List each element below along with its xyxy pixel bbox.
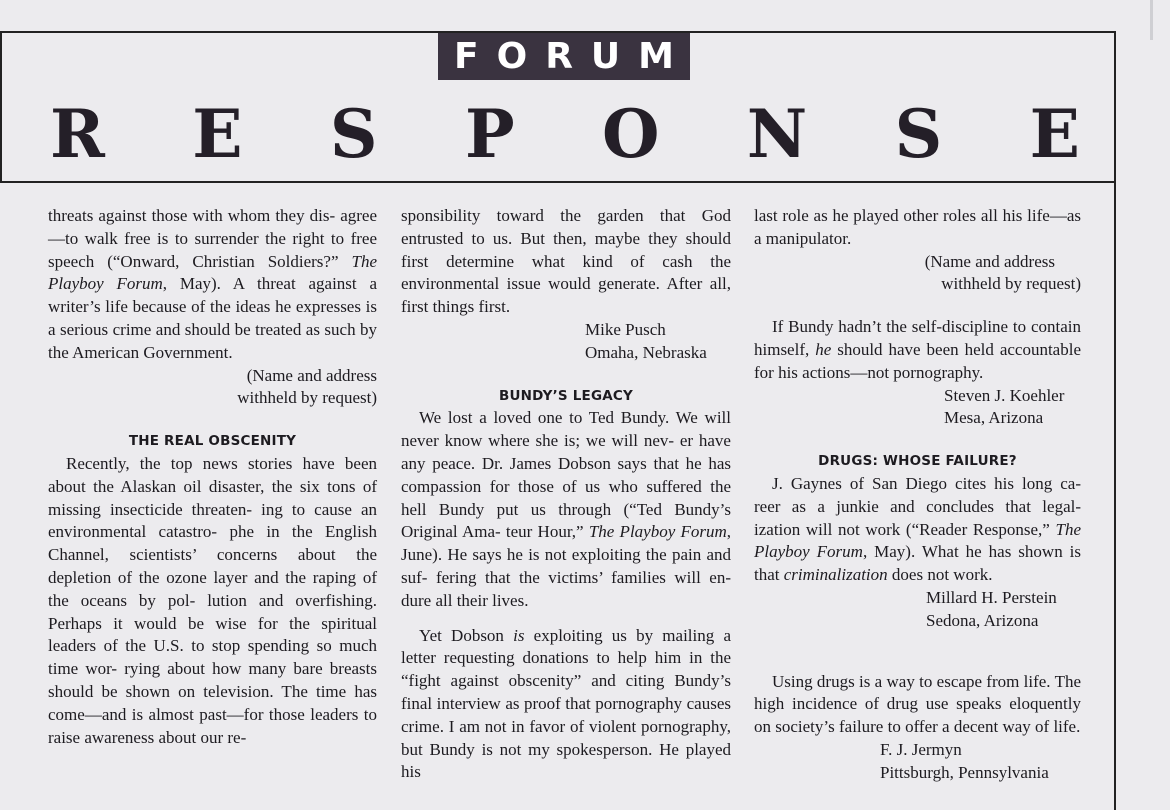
publication-title: The Playboy Forum [588,522,727,542]
column-left [48,205,377,749]
forum-label: FORUM [454,36,692,77]
header-rule-bottom [0,181,1116,183]
letter-paragraph: We lost a loved one to Ted Bundy. We will never know where she is; we will nev- er have any peace. Dr. James Dobson says that he has compassion for those of us who suffered the hell Bundy put us through (“Ted Bundy’s Original Ama- teur Hour,” The Playboy Forum, June). He says he is not exploiting the pain and suf- fering that the victims’ families will en- dure all their lives. [401,408,732,610]
response-title [50,94,1080,174]
response-letter: E [1029,95,1080,173]
response-letter: O [601,95,660,173]
letter-paragraph: sponsibility toward the garden that God entrusted to us. But then, maybe they should first determine what kind of cash the environmental issue would generate. After all, first things first. [401,206,732,317]
letter-signature: Steven J. Koehler Mesa, Arizona [944,385,1065,428]
column-right [754,205,1081,785]
letter-signature: (Name and address withheld by request) [924,251,1081,294]
response-letter: R [50,95,105,173]
section-heading: BUNDY’S LEGACY [499,387,633,404]
scan-edge-mark [1150,0,1153,40]
response-letter: E [192,95,243,173]
response-letter: S [329,95,378,173]
letter-signature: Millard H. Perstein Sedona, Arizona [926,587,1057,630]
column-middle [401,205,731,784]
publication-title: The Playboy Forum [754,519,1081,562]
section-heading: DRUGS: WHOSE FAILURE? [818,453,1017,470]
letter-paragraph: J. Gaynes of San Diego cites his long ca- reer as a junkie and concludes that legal- ization will not work (“Reader Response,” The Playboy Forum, May). What he has shown is that criminalization does not work. [754,473,1081,585]
page-rule-right [1114,31,1116,810]
response-letter: S [894,95,943,173]
letter-paragraph: Yet Dobson is exploiting us by mailing a letter requesting donations to help him in the “fight against obscenity” and citing Bundy’s final interview as proof that pornography causes crime. I am not in favor of violent pornography, but Bundy is not my spokesperson. He played his [401,625,732,782]
letter-paragraph: If Bundy hadn’t the self-discipline to contain himself, he should have been held accountable for his actions—not pornography. [754,317,1081,382]
letter-signature: F. J. Jermyn Pittsburgh, Pennsylvania [880,739,1049,782]
response-letter: P [464,95,515,173]
publication-title: The Playboy Forum [48,251,377,294]
letter-signature: (Name and address withheld by request) [237,365,377,408]
forum-label-box [438,33,690,80]
section-heading: THE REAL OBSCENITY [128,433,297,450]
letter-paragraph: last role as he played other roles all his life—as a manipulator. [754,206,1081,248]
letter-paragraph: Recently, the top news stories have been about the Alaskan oil disaster, the six tons of missing insecticide threaten- ing to cause an environmental catastro- phe in the English Channel, scientists’ concerns about the depletion of the ozone layer and the raping of the oceans by pol- lution and overfishing. Perhaps it would be wise for the spiritual leaders of the U.S. to stop spending so much time wor- rying about how many bare breasts should be shown on television. The time has come—and is almost past—for those leaders to raise awareness about our re- [48,453,378,747]
header-rule-left [0,31,2,183]
letter-paragraph: threats against those with whom they dis- agree—to walk free is to surrender the right to free speech (“Onward, Christian Soldiers?” The Playboy Forum, May). A threat against a writer’s life because of the ideas he expresses is a serious crime and should be treated as such by the American Government. [48,206,378,362]
response-letter: N [746,95,808,173]
letter-paragraph: Using drugs is a way to escape from life. The high incidence of drug use speaks eloquently on society’s failure to offer a decent way of life. [754,671,1081,737]
letter-signature: Mike Pusch Omaha, Nebraska [585,319,707,362]
